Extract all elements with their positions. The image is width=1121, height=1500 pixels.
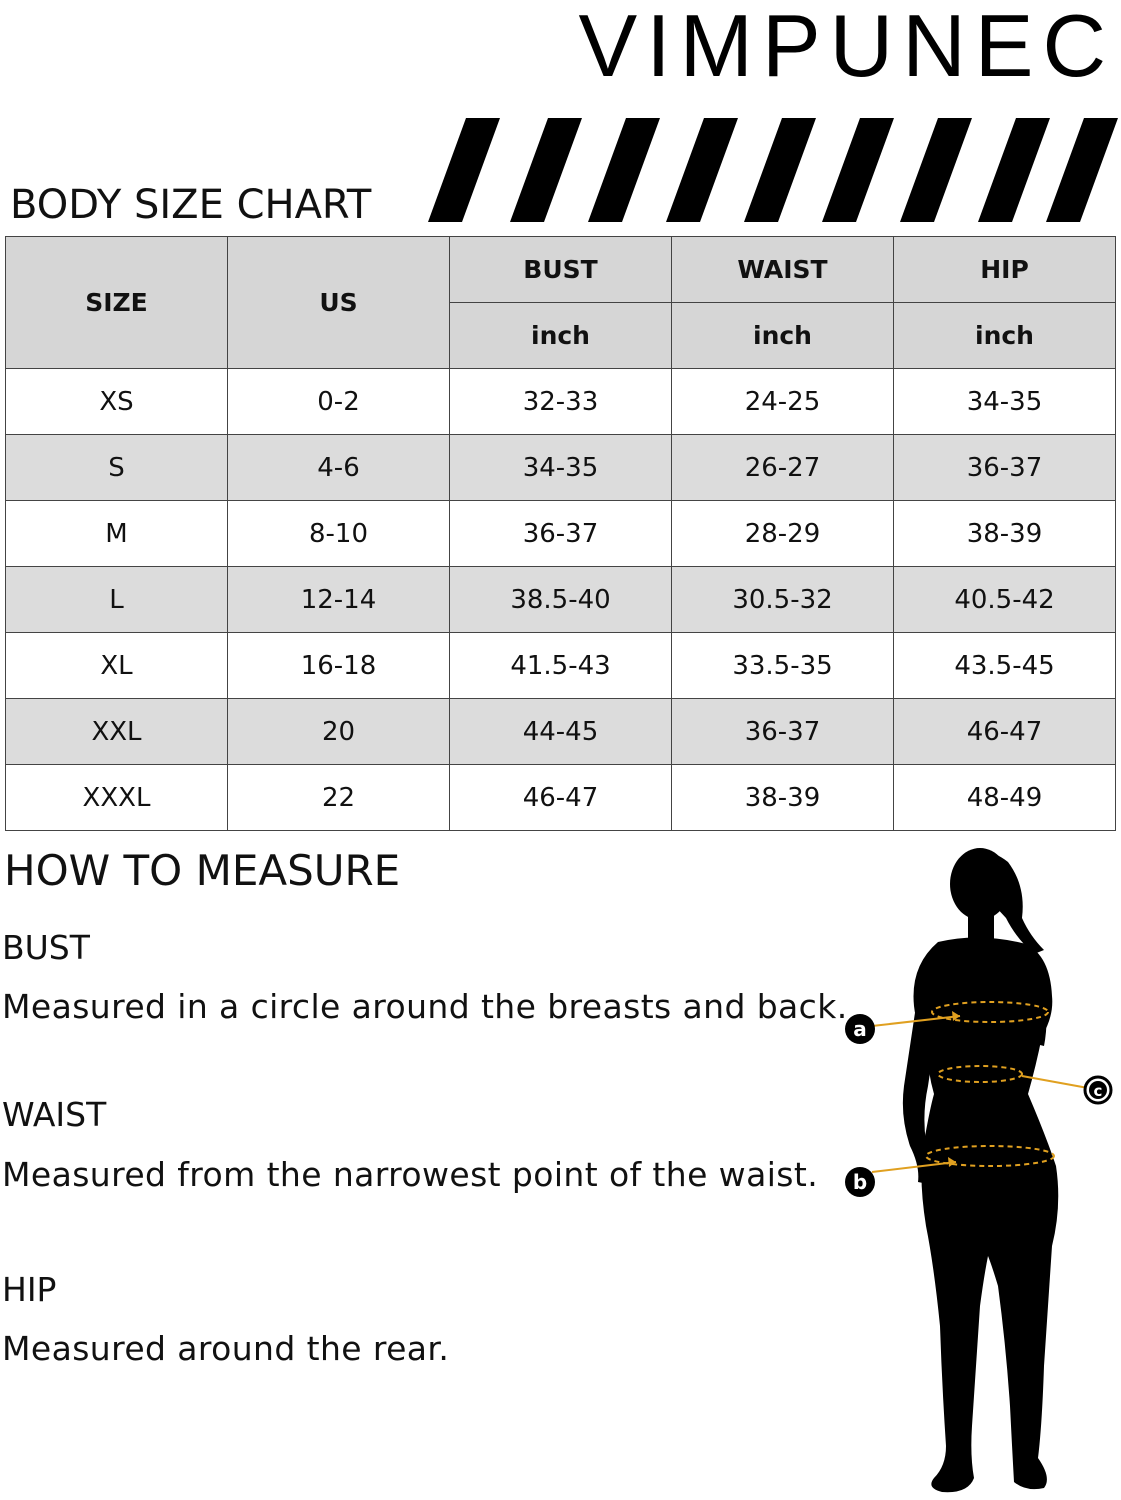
table-row	[6, 501, 1116, 567]
cell-us: 22	[228, 765, 450, 831]
cell-size: S	[6, 435, 228, 501]
cell-size: XS	[6, 369, 228, 435]
cell-size: XXL	[6, 699, 228, 765]
cell-bust: 32-33	[450, 369, 672, 435]
cell-waist: 36-37	[672, 699, 894, 765]
cell-hip: 34-35	[894, 369, 1116, 435]
how-to-measure-title: HOW TO MEASURE	[4, 846, 401, 895]
table-row	[6, 435, 1116, 501]
cell-bust: 36-37	[450, 501, 672, 567]
bust-label: BUST	[2, 928, 90, 967]
cell-size: M	[6, 501, 228, 567]
table-header	[6, 237, 1116, 369]
waist-label: WAIST	[2, 1095, 107, 1134]
cell-hip: 48-49	[894, 765, 1116, 831]
cell-size: XXXL	[6, 765, 228, 831]
cell-bust: 34-35	[450, 435, 672, 501]
cell-us: 16-18	[228, 633, 450, 699]
header-waist: WAIST	[672, 237, 894, 303]
waist-description: Measured from the narrowest point of the waist.	[2, 1155, 819, 1194]
svg-text:c: c	[1093, 1082, 1103, 1100]
brand-logo: VIMPUNEC	[578, 0, 1115, 95]
hip-description: Measured around the rear.	[2, 1329, 450, 1368]
cell-waist: 38-39	[672, 765, 894, 831]
cell-hip: 38-39	[894, 501, 1116, 567]
cell-hip: 46-47	[894, 699, 1116, 765]
cell-bust: 46-47	[450, 765, 672, 831]
cell-bust: 44-45	[450, 699, 672, 765]
cell-us: 12-14	[228, 567, 450, 633]
table-row	[6, 567, 1116, 633]
body-silhouette-figure	[830, 846, 1120, 1498]
cell-waist: 24-25	[672, 369, 894, 435]
table-row	[6, 765, 1116, 831]
marker-c-icon	[1085, 1077, 1111, 1103]
cell-waist: 28-29	[672, 501, 894, 567]
cell-size: L	[6, 567, 228, 633]
bust-description: Measured in a circle around the breasts and back.	[2, 987, 848, 1026]
cell-waist: 26-27	[672, 435, 894, 501]
cell-us: 0-2	[228, 369, 450, 435]
cell-us: 8-10	[228, 501, 450, 567]
decorative-stripes	[428, 118, 1118, 222]
table-row	[6, 369, 1116, 435]
cell-waist: 33.5-35	[672, 633, 894, 699]
table-row	[6, 699, 1116, 765]
header-size: SIZE	[6, 237, 228, 369]
chart-title: BODY SIZE CHART	[10, 182, 372, 228]
header-us: US	[228, 237, 450, 369]
cell-hip: 36-37	[894, 435, 1116, 501]
marker-a-icon	[845, 1014, 875, 1044]
body-silhouette-icon	[903, 848, 1058, 1492]
hip-label: HIP	[2, 1270, 57, 1309]
table-row	[6, 633, 1116, 699]
cell-bust: 41.5-43	[450, 633, 672, 699]
size-chart-table	[5, 236, 1116, 831]
cell-size: XL	[6, 633, 228, 699]
cell-us: 20	[228, 699, 450, 765]
cell-us: 4-6	[228, 435, 450, 501]
cell-waist: 30.5-32	[672, 567, 894, 633]
cell-hip: 40.5-42	[894, 567, 1116, 633]
cell-hip: 43.5-45	[894, 633, 1116, 699]
cell-bust: 38.5-40	[450, 567, 672, 633]
header-waist-unit: inch	[672, 303, 894, 369]
header-bust: BUST	[450, 237, 672, 303]
header-hip: HIP	[894, 237, 1116, 303]
header-hip-unit: inch	[894, 303, 1116, 369]
marker-b-icon	[845, 1167, 875, 1197]
svg-text:a: a	[853, 1017, 867, 1041]
header-bust-unit: inch	[450, 303, 672, 369]
svg-text:b: b	[852, 1170, 868, 1194]
